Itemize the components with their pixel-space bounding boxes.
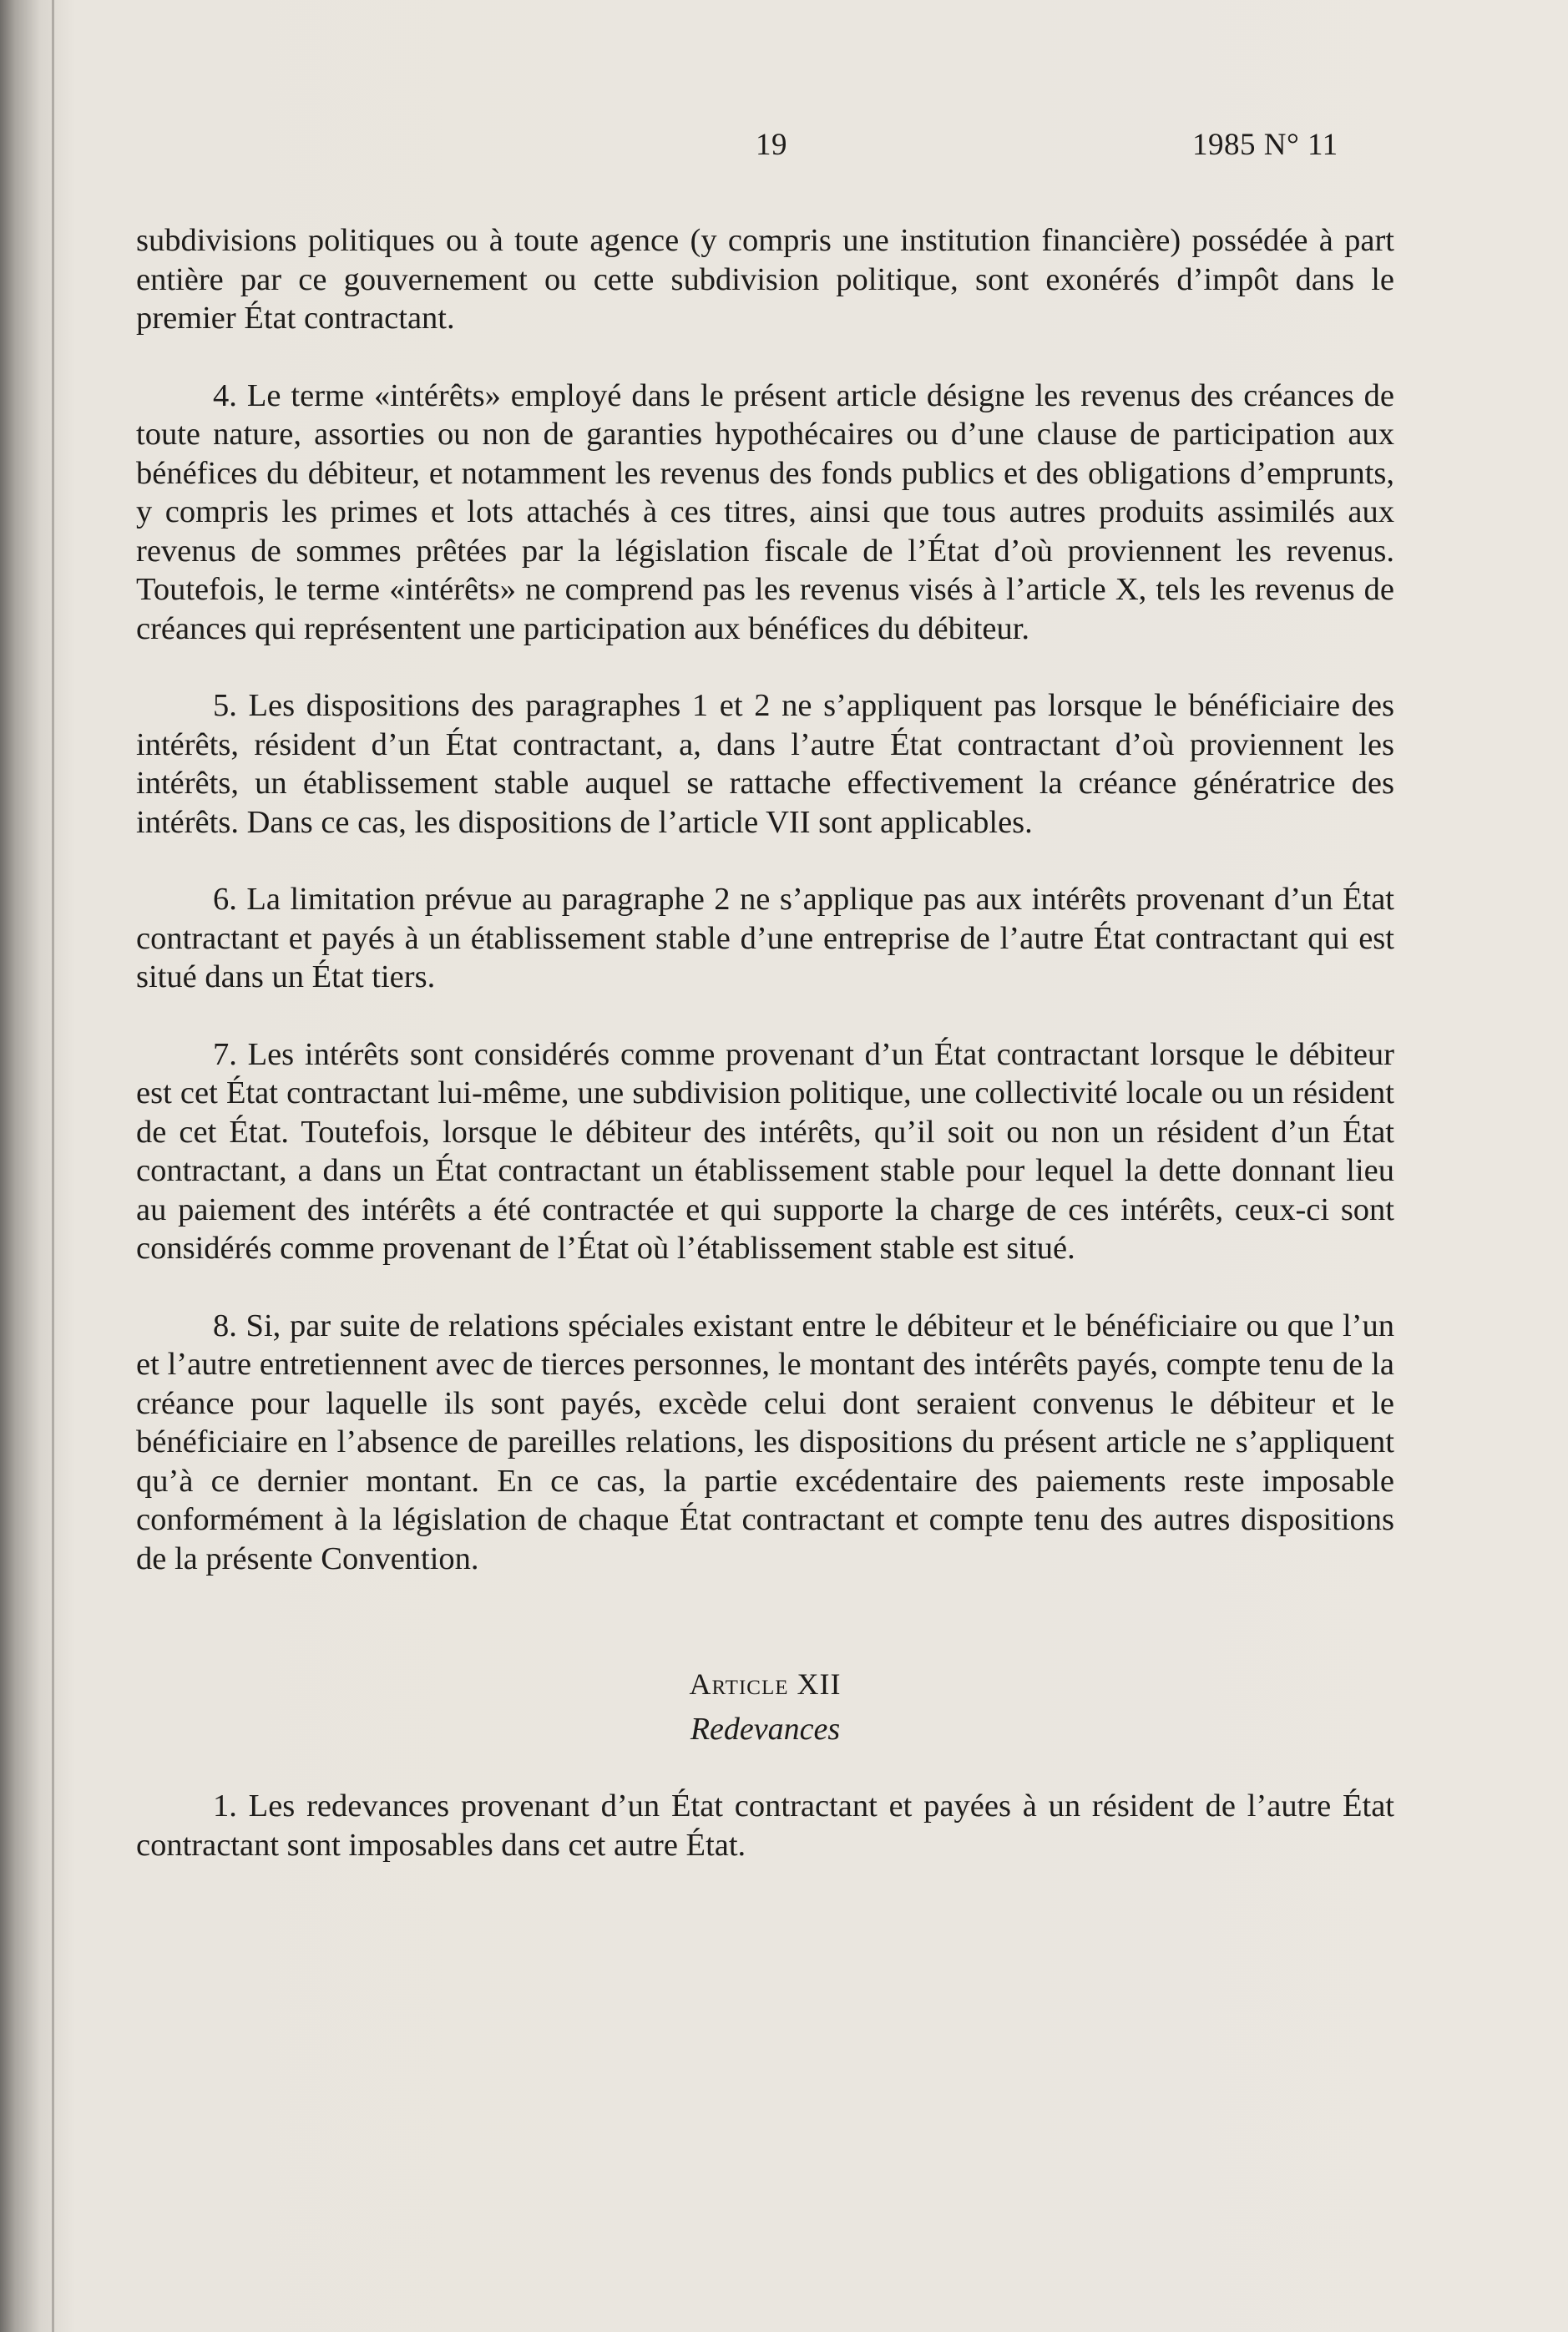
paragraph-7: 7. Les intérêts sont considérés comme provenant d’un État contractant lorsque le débiteur est cet État contractant lui-même, une subdivision politique, une collectivité locale ou un résident de cet État. Toutefois, lorsque le débiteur des intérêts, qu’il soit ou non un résident d’un État contractant, a dans un État contractant un établissement stable pour lequel la dette donnant lieu au paiement des intérêts a été contractée et qui supporte la charge de ces intérêts, ceux-ci sont considérés comme provenant de l’État où l’établissement stable est situé. [136,1036,1394,1266]
running-header [0,127,1568,169]
paragraph-6: 6. La limitation prévue au paragraphe 2 ne s’applique pas aux intérêts provenant d’un État contractant et payés à un établissement stable d’une entreprise de l’autre État contractant qui est situé dans un État tiers. [136,882,1394,994]
article-heading: Article XII [689,1667,842,1701]
paragraph-5: 5. Les dispositions des paragraphes 1 et 2 ne s’appliquent pas lorsque le bénéficiaire des intérêts, résident d’un État contractant, a, dans l’autre État contractant d’où proviennent les intérêts, un établissement stable auquel se rattache effectivement la créance génératrice des intérêts. Dans ce cas, les dispositions de l’article VII sont applicables. [136,688,1394,840]
paragraph-8: 8. Si, par suite de relations spéciales existant entre le débiteur et le bénéficiaire ou que l’un et l’autre entretiennent avec de tierces personnes, le montant des intérêts payés, compte tenu de la créance pour laquelle ils sont payés, excède celui dont seraient convenus le débiteur et le bénéficiaire en l’absence de pareilles relations, les dispositions du présent article ne s’appliquent qu’à ce dernier montant. En ce cas, la partie excédentaire des paiements reste imposable conformément à la législation de chaque État contractant et compte tenu des autres dispositions de la présente Convention. [136,1308,1394,1576]
binding-shadow [52,0,54,2332]
paragraph-4: 4. Le terme «intérêts» employé dans le présent article désigne les revenus des créances de toute nature, assorties ou non de garanties hypothécaires ou d’une clause de participation aux bénéfices du débiteur, et notamment les revenus des fonds publics et des obligations d’emprunts, y compris les primes et lots attachés à ces titres, ainsi que tous autres produits assimilés aux revenus de sommes prêtées par la législation fiscale de l’État d’où proviennent les revenus. Toutefois, le terme «intérêts» ne comprend pas les revenus visés à l’article X, tels les revenus de créances qui représentent une participation aux bénéfices du débiteur. [136,377,1394,646]
article-paragraph-1: 1. Les redevances provenant d’un État contractant et payées à un résident de l’autre État contractant sont imposables dans cet autre État. [136,1788,1394,1863]
article-subtitle: Redevances [690,1712,841,1747]
document-reference: 1985 N° 11 [1192,128,1338,162]
document-body [136,221,1394,1864]
page-number: 19 [756,128,787,162]
paragraph-continuation: subdivisions politiques ou à toute agence (y compris une institution financière) possédée à part entière par ce gouvernement ou cette subdivision politique, sont exonérés d’impôt dans le premier État contractant. [136,223,1394,336]
